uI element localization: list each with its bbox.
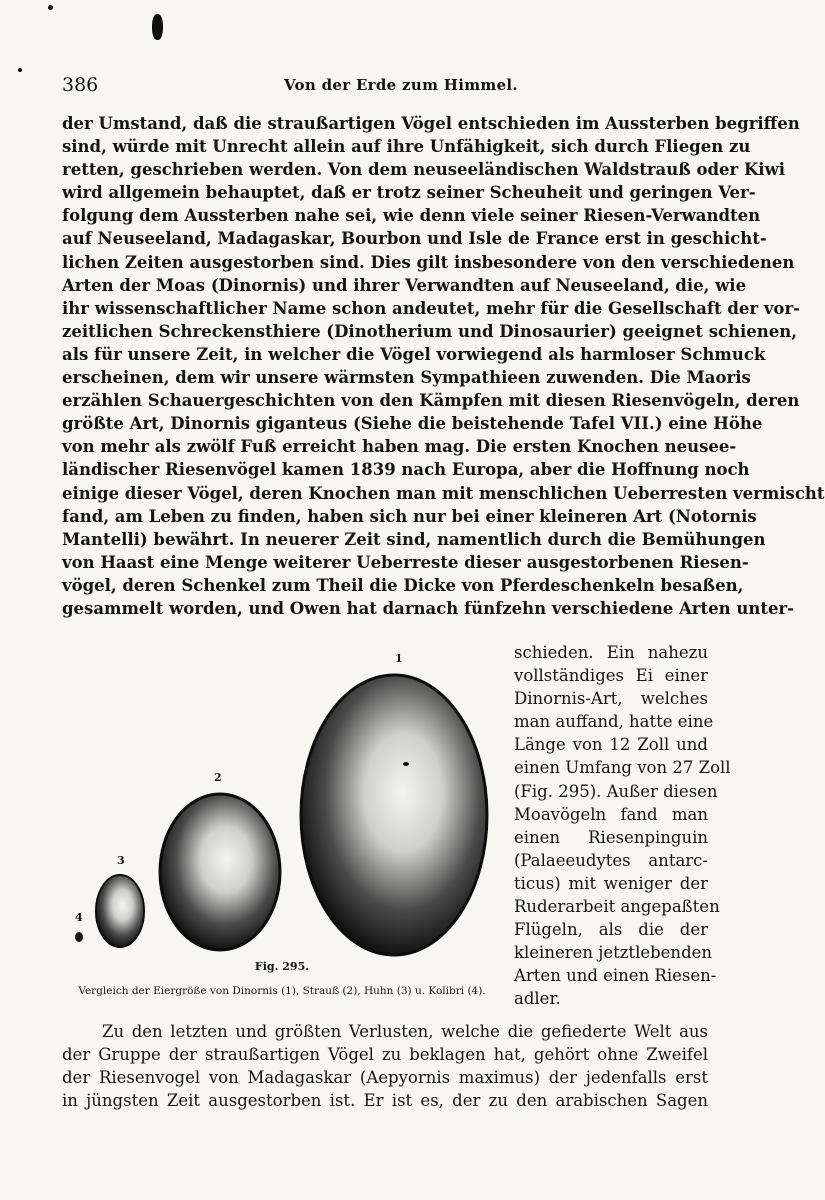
- text-line: der Riesenvogel von Madagaskar (Aepyornis maximus) der jedenfalls erst: [62, 1068, 708, 1088]
- text-line: adler.: [514, 989, 561, 1009]
- text-line: ticus) mit weniger der: [514, 873, 708, 893]
- text-line: kleineren jetztlebenden: [514, 943, 713, 963]
- text-line: Ruderarbeit angepaßten: [514, 897, 720, 917]
- egg-number-4: 4: [75, 911, 83, 924]
- egg-mark: [403, 762, 409, 766]
- text-line: Arten der Moas (Dinornis) und ihrer Verwandten auf Neuseeland, die, wie: [62, 275, 747, 295]
- text-line: Moavögeln fand man: [514, 804, 708, 824]
- text-line: ländischer Riesenvögel kamen 1839 nach Europa, aber die Hoffnung noch: [62, 460, 750, 480]
- egg-hen: [96, 875, 144, 947]
- text-line: Arten und einen Riesen-: [514, 966, 717, 986]
- egg-illustration: [62, 640, 502, 960]
- text-line: erzählen Schauergeschichten von den Kämpfen mit diesen Riesenvögeln, deren: [62, 391, 800, 411]
- text-line: größte Art, Dinornis giganteus (Siehe die beistehende Tafel VII.) eine Höhe: [62, 414, 763, 434]
- running-head: Von der Erde zum Himmel.: [284, 76, 518, 94]
- egg-ostrich: [160, 794, 280, 950]
- text-line: sind, würde mit Unrecht allein auf ihre Unfähigkeit, sich durch Fliegen zu: [62, 137, 751, 157]
- text-line: fand, am Leben zu finden, haben sich nur bei einer kleineren Art (Notornis: [62, 506, 757, 526]
- egg-hummingbird: [75, 932, 83, 942]
- egg-number-1: 1: [395, 652, 403, 665]
- body-text: [62, 112, 825, 620]
- text-line: man auffand, hatte eine: [514, 712, 714, 732]
- text-line: schieden. Ein nahezu: [514, 643, 708, 662]
- tail-text: [62, 1020, 708, 1112]
- text-line: retten, geschrieben werden. Von dem neuseeländischen Waldstrauß oder Kiwi: [62, 160, 786, 180]
- text-line: einen Riesenpinguin: [514, 827, 708, 847]
- figure-label: Fig. 295.: [254, 960, 310, 973]
- text-line: ihr wissenschaftlicher Name schon andeutet, mehr für die Gesellschaft der vor-: [62, 298, 800, 318]
- text-line: als für unsere Zeit, in welcher die Vögel vorwiegend als harmloser Schmuck: [62, 344, 766, 364]
- ink-speck: [18, 68, 22, 72]
- egg-number-2: 2: [214, 771, 222, 784]
- text-line: von Haast eine Menge weiterer Ueberreste dieser ausgestorbenen Riesen-: [62, 552, 749, 572]
- text-line: Flügeln, als die der: [514, 920, 708, 940]
- text-line: wird allgemein behauptet, daß er trotz seiner Scheuheit und geringen Ver-: [62, 183, 756, 203]
- ink-speck: [48, 5, 53, 10]
- text-line: einen Umfang von 27 Zoll: [514, 758, 731, 778]
- text-line: Zu den letzten und größten Verlusten, welche die gefiederte Welt aus: [102, 1022, 708, 1041]
- text-line: gesammelt worden, und Owen hat darnach fünfzehn verschiedene Arten unter-: [62, 598, 794, 618]
- text-line: einige dieser Vögel, deren Knochen man mit menschlichen Ueberresten vermischt: [62, 483, 825, 503]
- text-line: erscheinen, dem wir unsere wärmsten Sympathieen zuwenden. Die Maoris: [62, 368, 751, 388]
- figure-caption: Vergleich der Eiergröße von Dinornis (1), Strauß (2), Huhn (3) u. Kolibri (4).: [78, 985, 486, 997]
- ink-speck: [152, 14, 163, 40]
- text-line: folgung dem Aussterben nahe sei, wie denn viele seiner Riesen-Verwandten: [62, 206, 761, 226]
- egg-comparison-figure: [62, 640, 502, 1015]
- page-header: [62, 72, 708, 106]
- text-line: Dinornis-Art, welches: [514, 689, 708, 709]
- text-line: der Umstand, daß die straußartigen Vögel entschieden im Aussterben begriffen: [62, 114, 800, 133]
- text-line: zeitlichen Schreckensthiere (Dinotherium und Dinosaurier) geeignet schienen,: [62, 321, 798, 341]
- text-line: (Fig. 295). Außer diesen: [514, 781, 718, 801]
- text-line: auf Neuseeland, Madagaskar, Bourbon und Isle de France erst in geschicht-: [62, 229, 767, 249]
- text-line: vollständiges Ei einer: [514, 666, 708, 686]
- text-line: von mehr als zwölf Fuß erreicht haben mag. Die ersten Knochen neusee-: [62, 437, 737, 457]
- text-line: in jüngsten Zeit ausgestorben ist. Er ist es, der zu den arabischen Sagen: [62, 1091, 708, 1111]
- egg-dinornis: [301, 675, 487, 955]
- text-line: Mantelli) bewährt. In neuerer Zeit sind, namentlich durch die Bemühungen: [62, 529, 766, 549]
- side-text: [514, 641, 731, 1011]
- page-number: 386: [62, 74, 99, 96]
- text-line: lichen Zeiten ausgestorben sind. Dies gilt insbesondere von den verschiedenen: [62, 252, 795, 272]
- text-line: vögel, deren Schenkel zum Theil die Dicke von Pferdeschenkeln besaßen,: [62, 575, 744, 595]
- text-line: Länge von 12 Zoll und: [514, 735, 708, 755]
- text-line: der Gruppe der straußartigen Vögel zu beklagen hat, gehört ohne Zweifel: [62, 1045, 708, 1065]
- text-line: (Palaeeudytes antarc-: [514, 850, 708, 870]
- egg-number-3: 3: [117, 854, 125, 867]
